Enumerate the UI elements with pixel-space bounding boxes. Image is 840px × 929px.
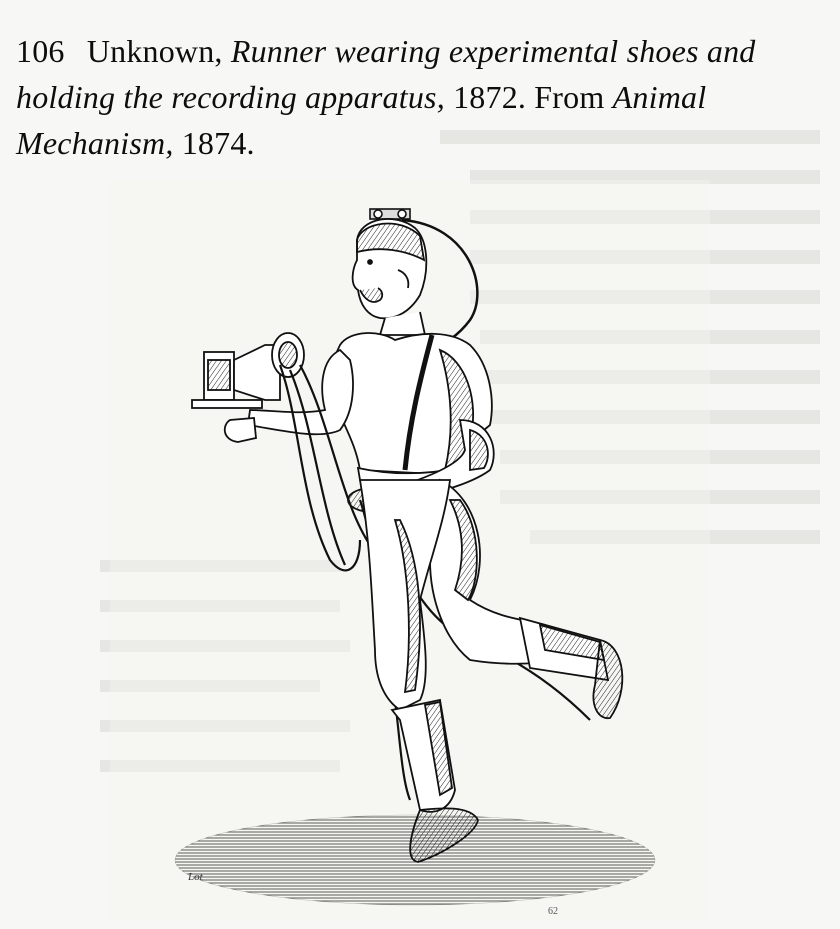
- caption-date: 1872. From: [453, 79, 605, 115]
- caption-source-year: 1874.: [181, 125, 255, 161]
- figure-number: 106: [16, 33, 65, 69]
- runner-legs: [360, 480, 622, 862]
- caption-source: Animal Mechanism,: [16, 79, 707, 161]
- caption-title: Runner wearing experimental shoes and holding the recording apparatus,: [16, 33, 756, 115]
- recording-apparatus: [192, 333, 304, 408]
- engraver-signature: Lot: [188, 871, 203, 883]
- caption-author: Unknown,: [86, 33, 223, 69]
- corner-mark: 62: [548, 906, 558, 917]
- head-recording-device: [370, 209, 410, 219]
- runner-head: [353, 219, 427, 318]
